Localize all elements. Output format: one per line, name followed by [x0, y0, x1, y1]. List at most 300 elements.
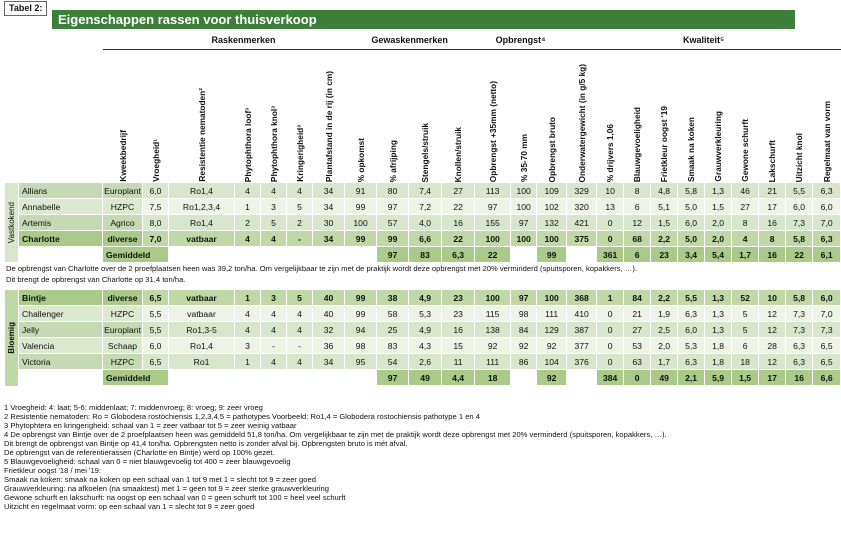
table-cell: Victoria [19, 354, 103, 370]
table-cell: 16 [786, 370, 813, 386]
table-cell: 6 [624, 199, 651, 215]
column-header-label: % afrijping [387, 139, 398, 182]
footnote-line: 4 De opbrengst van Bintje over de 2 proefplaatsen heen was gemiddeld 51,8 ton/ha. Om vergelijkbaar te zijn met de praktijk wordt deze opbrengst met 20% verminderd (spuitsporen, kopakkers, …). [4, 430, 667, 439]
table-cell: 361 [597, 247, 624, 263]
table-cell: vatbaar [169, 290, 235, 306]
table-cell: 4 [235, 231, 261, 247]
table-cell: 4 [261, 354, 287, 370]
table-cell: 1,5 [732, 370, 759, 386]
table-cell: 0 [624, 370, 651, 386]
column-header-label: % 35-70 mm [518, 134, 529, 182]
table-cell: 100 [537, 231, 567, 247]
column-header [786, 50, 813, 183]
table-cell: Charlotte [19, 231, 103, 247]
table-cell [169, 247, 235, 263]
table-cell [567, 247, 597, 263]
table-row [5, 290, 841, 306]
table-row [5, 306, 841, 322]
table-cell: 4 [235, 322, 261, 338]
table-cell: 23 [442, 306, 475, 322]
table-cell: 95 [345, 354, 377, 370]
table-cell: Ro1,4 [169, 338, 235, 354]
table-cell: 34 [313, 354, 345, 370]
table-cell: 1,8 [705, 338, 732, 354]
table-cell: 4,9 [409, 322, 442, 338]
table-cell: 384 [597, 370, 624, 386]
column-header-label: Uitzicht knol [794, 132, 805, 182]
table-cell: 6,5 [143, 354, 169, 370]
table-cell: 46 [732, 183, 759, 199]
table-cell: 104 [537, 354, 567, 370]
table-cell: 86 [511, 354, 537, 370]
table-cell: 5,1 [651, 199, 678, 215]
table-cell: Artemis [19, 215, 103, 231]
table-cell: 4 [261, 183, 287, 199]
table-cell: 0 [597, 306, 624, 322]
table-cell: 5,4 [705, 247, 732, 263]
table-cell: 53 [624, 338, 651, 354]
table-cell [313, 370, 345, 386]
table-cell: 100 [345, 215, 377, 231]
table-cell: 6,3 [678, 354, 705, 370]
table-cell: 5 [287, 199, 313, 215]
table-cell: 100 [475, 231, 511, 247]
table-cell: 25 [377, 322, 409, 338]
table-cell: Annabelle [19, 199, 103, 215]
column-header-label: Blauwgevoeligheid [632, 106, 643, 182]
table-cell: 2,1 [678, 370, 705, 386]
table-cell: 102 [537, 199, 567, 215]
column-header-label: Grauwverkleuring [713, 111, 724, 182]
table-cell: 5,5 [678, 290, 705, 306]
column-header [442, 50, 475, 183]
table-cell: 8 [759, 231, 786, 247]
column-header [261, 50, 287, 183]
table-cell: 34 [313, 183, 345, 199]
column-header [313, 50, 345, 183]
table-cell: Europlant [103, 183, 143, 199]
table-cell: Schaap [103, 338, 143, 354]
table-cell: 40 [313, 306, 345, 322]
table-cell: 5 [732, 322, 759, 338]
table-cell: 7,2 [409, 199, 442, 215]
table-cell: 16 [442, 322, 475, 338]
table-cell: 6,6 [813, 370, 841, 386]
table-cell: diverse [103, 231, 143, 247]
table-cell: Agrico [103, 215, 143, 231]
table-cell: 377 [567, 338, 597, 354]
table-cell: 91 [345, 183, 377, 199]
footnote-line: De opbrengst van de referentierassen (Charlotte en Bintje) werd op 100% gezet. [4, 448, 275, 457]
footnote-line: Smaak na koken: smaak na koken op een schaal van 1 tot 9 met 1 = slecht tot 9 = zeer goed [4, 475, 316, 484]
table-cell: 6,1 [813, 247, 841, 263]
yield-note: De opbrengst van Charlotte over de 2 proefplaatsen heen was 39,2 ton/ha. Om vergelijkbaar te zijn met de praktijk wordt deze opbrengst met 20% verminderd (spuitsporen, kopakkers, …). [5, 263, 841, 274]
column-header [651, 50, 678, 183]
table-cell: 6,3 [786, 338, 813, 354]
table-row [5, 322, 841, 338]
table-cell: 0 [597, 338, 624, 354]
table-cell: 111 [537, 306, 567, 322]
table-cell [235, 247, 261, 263]
table-cell: 1,5 [705, 199, 732, 215]
table-cell: 2,6 [409, 354, 442, 370]
table-cell: 421 [567, 215, 597, 231]
table-row [5, 338, 841, 354]
table-cell: 113 [475, 183, 511, 199]
column-header [143, 50, 169, 183]
table-cell: 12 [759, 322, 786, 338]
table-cell: 5 [261, 215, 287, 231]
table-cell: 83 [409, 247, 442, 263]
table-cell: 1,3 [705, 183, 732, 199]
table-cell: 99 [345, 199, 377, 215]
column-header-label: Plantafstand in de rij (in cm) [323, 70, 334, 182]
column-header-label: Smaak na koken [686, 116, 697, 182]
table-cell: 6,5 [143, 290, 169, 306]
table-cell: 92 [537, 338, 567, 354]
column-header [624, 50, 651, 183]
column-header [759, 50, 786, 183]
table-cell: 97 [377, 247, 409, 263]
column-header-label: Resistentie nematoden² [196, 88, 207, 182]
table-cell: 13 [597, 199, 624, 215]
column-header [169, 50, 235, 183]
table-cell: 5,3 [678, 338, 705, 354]
table-cell: vatbaar [169, 306, 235, 322]
table-cell: 22 [786, 247, 813, 263]
column-header [235, 50, 261, 183]
table-cell: 18 [475, 370, 511, 386]
table-cell: HZPC [103, 306, 143, 322]
table-cell: 5 [287, 290, 313, 306]
table-row [5, 183, 841, 199]
table-cell: 23 [651, 247, 678, 263]
group-raskenmerken: Raskenmerken [143, 31, 345, 50]
table-cell: 17 [759, 199, 786, 215]
table-cell: 6,6 [409, 231, 442, 247]
column-header-label: Phytophthora loof³ [242, 107, 253, 182]
table-cell: 4 [287, 322, 313, 338]
table-cell: 30 [313, 215, 345, 231]
table-cell: HZPC [103, 199, 143, 215]
table-title: Eigenschappen rassen voor thuisverkoop [52, 10, 795, 29]
table-cell: 0 [597, 322, 624, 338]
table-cell: 4,9 [409, 290, 442, 306]
table-cell: 15 [442, 338, 475, 354]
table-cell: 97 [475, 199, 511, 215]
table-cell: 99 [377, 231, 409, 247]
table-cell: 5,0 [678, 199, 705, 215]
table-cell: 368 [567, 290, 597, 306]
table-cell: 3 [261, 199, 287, 215]
table-cell: 12 [759, 306, 786, 322]
table-cell: Ro1,3-5 [169, 322, 235, 338]
table-cell: 4 [732, 231, 759, 247]
column-header-label: Regelmaat van vorm [821, 100, 832, 182]
table-cell: 52 [732, 290, 759, 306]
table-cell [345, 247, 377, 263]
table-cell [345, 370, 377, 386]
table-cell: vatbaar [169, 231, 235, 247]
footnote-line: 2 Resistentie nematoden: Ro = Globodera rostochiensis 1,2,3,4,5 = pathotypes Voorbeeld: Ro1,4 = Globodera rostochiensis pathotype 1 en 4 [4, 412, 480, 421]
table-row [5, 231, 841, 247]
table-cell: 6,5 [813, 338, 841, 354]
table-cell: Valencia [19, 338, 103, 354]
table-cell: 99 [537, 247, 567, 263]
table-cell: 32 [313, 322, 345, 338]
table-cell [287, 370, 313, 386]
table-cell: 4 [287, 183, 313, 199]
table-cell: 100 [511, 231, 537, 247]
column-header [409, 50, 442, 183]
table-cell: Bintje [19, 290, 103, 306]
table-cell: 80 [377, 183, 409, 199]
column-header-label: Opbrengst bruto [546, 116, 557, 182]
table-cell: Ro1 [169, 354, 235, 370]
table-cell: 2,0 [705, 215, 732, 231]
table-cell: 36 [313, 338, 345, 354]
table-cell: 6,3 [813, 183, 841, 199]
table-cell: 6,3 [442, 247, 475, 263]
table-cell: Europlant [103, 322, 143, 338]
table-cell: 4 [261, 231, 287, 247]
table-cell: 5,9 [705, 370, 732, 386]
table-cell: 329 [567, 183, 597, 199]
table-cell [511, 370, 537, 386]
table-cell: Allians [19, 183, 103, 199]
table-cell: 2,2 [651, 290, 678, 306]
table-cell: 4,3 [409, 338, 442, 354]
table-cell: 7,3 [813, 322, 841, 338]
table-cell [287, 247, 313, 263]
table-cell: 11 [442, 354, 475, 370]
table-cell: 111 [475, 354, 511, 370]
table-cell: 6,3 [813, 231, 841, 247]
table-cell: 5,8 [786, 290, 813, 306]
section-label-vastkokend: Vastkokend [5, 183, 19, 263]
table-cell: 16 [759, 247, 786, 263]
column-header-label: Frietkleur oogst '19 [659, 105, 670, 182]
table-cell: 27 [732, 199, 759, 215]
yield-note: Dit brengt de opbrengst van Charlotte op 31,4 ton/ha. [5, 274, 841, 285]
table-cell: 3,4 [678, 247, 705, 263]
table-cell: 5,3 [409, 306, 442, 322]
footnote-line: Grauwverkleuring: na afkoelen (na smaaktest) met 1 = geen tot 9 = zeer sterke grauwverkleuring [4, 484, 330, 493]
average-row [5, 247, 841, 263]
table-cell: 155 [475, 215, 511, 231]
section-label-bloemig: Bloemig [5, 290, 19, 386]
table-cell: 98 [511, 306, 537, 322]
table-cell: 7,3 [786, 306, 813, 322]
table-cell: 34 [313, 231, 345, 247]
table-cell: 6,3 [786, 354, 813, 370]
table-cell [169, 370, 235, 386]
table-cell: 4 [287, 354, 313, 370]
table-cell: 6,0 [678, 322, 705, 338]
table-cell: 6 [732, 338, 759, 354]
table-cell: 2,0 [651, 338, 678, 354]
table-cell: 97 [511, 290, 537, 306]
table-cell [567, 370, 597, 386]
table-cell: 17 [759, 370, 786, 386]
column-header [103, 50, 143, 183]
table-cell: 6,0 [143, 183, 169, 199]
table-cell: - [261, 338, 287, 354]
table-row [5, 199, 841, 215]
group-opbrengst: Opbrengst⁴ [475, 31, 567, 50]
table-cell: 22 [442, 199, 475, 215]
column-header [567, 50, 597, 183]
column-header-label: Gewone schurft [740, 119, 751, 182]
table-cell: 1,8 [705, 354, 732, 370]
table-cell: Ro1,4 [169, 215, 235, 231]
table-cell: - [287, 231, 313, 247]
table-cell: 6,0 [786, 199, 813, 215]
table-cell: 2,0 [705, 231, 732, 247]
table-cell: 5,8 [786, 231, 813, 247]
table-cell: 68 [624, 231, 651, 247]
table-cell: 7,4 [409, 183, 442, 199]
table-cell [235, 370, 261, 386]
table-cell: 3 [235, 338, 261, 354]
column-header-label: Kringerigheid³ [294, 125, 305, 182]
table-cell: 6,0 [143, 338, 169, 354]
table-cell: 10 [759, 290, 786, 306]
column-header [813, 50, 841, 183]
table-cell: 99 [345, 290, 377, 306]
table-cell: Ro1,2,3,4 [169, 199, 235, 215]
table-cell: 5,5 [143, 306, 169, 322]
table-cell: 1 [235, 354, 261, 370]
table-cell: 92 [475, 338, 511, 354]
table-cell: 1,7 [732, 247, 759, 263]
table-cell: 6,0 [813, 290, 841, 306]
table-cell: 4 [261, 322, 287, 338]
column-header-label: Phytophthora knol³ [268, 105, 279, 182]
average-row [5, 370, 841, 386]
table-cell: 4 [261, 306, 287, 322]
table-cell: 49 [409, 370, 442, 386]
table-cell: 7,0 [813, 215, 841, 231]
table-cell: 97 [511, 215, 537, 231]
table-cell: 34 [313, 199, 345, 215]
table-cell: 6,0 [678, 215, 705, 231]
table-cell: 7,0 [813, 306, 841, 322]
table-cell: 1,7 [651, 354, 678, 370]
table-cell: 58 [377, 306, 409, 322]
column-header-label: Opbrengst +35mm (netto) [487, 80, 498, 182]
table-cell: - [287, 338, 313, 354]
table-cell: 5,5 [786, 183, 813, 199]
table-cell [261, 370, 287, 386]
variety-table [4, 30, 841, 386]
table-cell: 2,2 [651, 231, 678, 247]
table-cell: 84 [511, 322, 537, 338]
table-cell: 18 [732, 354, 759, 370]
table-cell: 0 [597, 215, 624, 231]
table-cell: 4 [235, 306, 261, 322]
table-cell: 109 [537, 183, 567, 199]
table-cell: 10 [597, 183, 624, 199]
table-cell: 12 [624, 215, 651, 231]
footnote-line: Uitzicht en regelmaat vorm: op een schaal van 1 = slecht tot 9 = zeer goed [4, 502, 255, 511]
table-cell: 8 [624, 183, 651, 199]
table-cell: 84 [624, 290, 651, 306]
table-cell: diverse [103, 290, 143, 306]
table-cell: 132 [537, 215, 567, 231]
table-cell: 7,0 [143, 231, 169, 247]
column-header [345, 50, 377, 183]
footnote-line: 3 Phytophtera en kringerigheid: schaal van 1 = zeer vatbaar tot 5 = zeer weinig vatbaar [4, 421, 297, 430]
table-cell: 115 [475, 306, 511, 322]
footnote-line: Gewone schurft en lakschurft: na oogst op een schaal van 0 = geen schurft tot 100 = heel veel schurft [4, 493, 346, 502]
table-cell: 7,5 [143, 199, 169, 215]
table-cell: 94 [345, 322, 377, 338]
table-cell: 16 [442, 215, 475, 231]
table-cell: 4,4 [442, 370, 475, 386]
table-cell: Gemiddeld [103, 370, 169, 386]
table-cell: 4,8 [651, 183, 678, 199]
table-cell: 1,3 [705, 290, 732, 306]
table-cell: Challenger [19, 306, 103, 322]
table-cell: 92 [537, 370, 567, 386]
table-cell: 387 [567, 322, 597, 338]
table-cell: 38 [377, 290, 409, 306]
column-header [287, 50, 313, 183]
table-cell: 2 [287, 215, 313, 231]
table-cell: 98 [345, 338, 377, 354]
table-cell: 22 [475, 247, 511, 263]
footnote-line: 5 Blauwgevoeligheid: schaal van 0 = niet blauwgevoelig tot 400 = zeer blauwgevoelig [4, 457, 291, 466]
column-header-label: Lakschurft [767, 139, 778, 182]
table-cell: 5 [732, 306, 759, 322]
table-cell: 8 [732, 215, 759, 231]
table-cell: 5,0 [678, 231, 705, 247]
table-cell: 0 [597, 231, 624, 247]
table-cell: 100 [511, 199, 537, 215]
table-cell: 57 [377, 215, 409, 231]
table-cell: 7,3 [786, 322, 813, 338]
table-cell: 1 [597, 290, 624, 306]
table-cell: 40 [313, 290, 345, 306]
table-cell: 27 [442, 183, 475, 199]
table-cell: 4 [235, 183, 261, 199]
table-cell: 4,0 [409, 215, 442, 231]
table-cell: 6,3 [678, 306, 705, 322]
table-cell: Ro1,4 [169, 183, 235, 199]
table-cell: 100 [537, 290, 567, 306]
table-cell: 3 [261, 290, 287, 306]
table-cell: 27 [624, 322, 651, 338]
table-tag: Tabel 2: [4, 1, 47, 16]
table-cell: 1,5 [651, 215, 678, 231]
table-cell: Gemiddeld [103, 247, 169, 263]
table-cell: 6 [624, 247, 651, 263]
table-cell: 99 [345, 231, 377, 247]
table-cell: 410 [567, 306, 597, 322]
column-header-label: Vroegheid¹ [150, 139, 161, 182]
table-cell: 2,5 [651, 322, 678, 338]
table-cell: 100 [511, 183, 537, 199]
table-cell: 6,5 [813, 354, 841, 370]
table-cell: 22 [442, 231, 475, 247]
table-cell: 54 [377, 354, 409, 370]
column-header [475, 50, 511, 183]
table-cell: 1 [235, 199, 261, 215]
table-cell: 12 [759, 354, 786, 370]
table-cell: 1,3 [705, 322, 732, 338]
column-header-label: Onderwatergewicht (in g/5 kg) [576, 63, 587, 182]
